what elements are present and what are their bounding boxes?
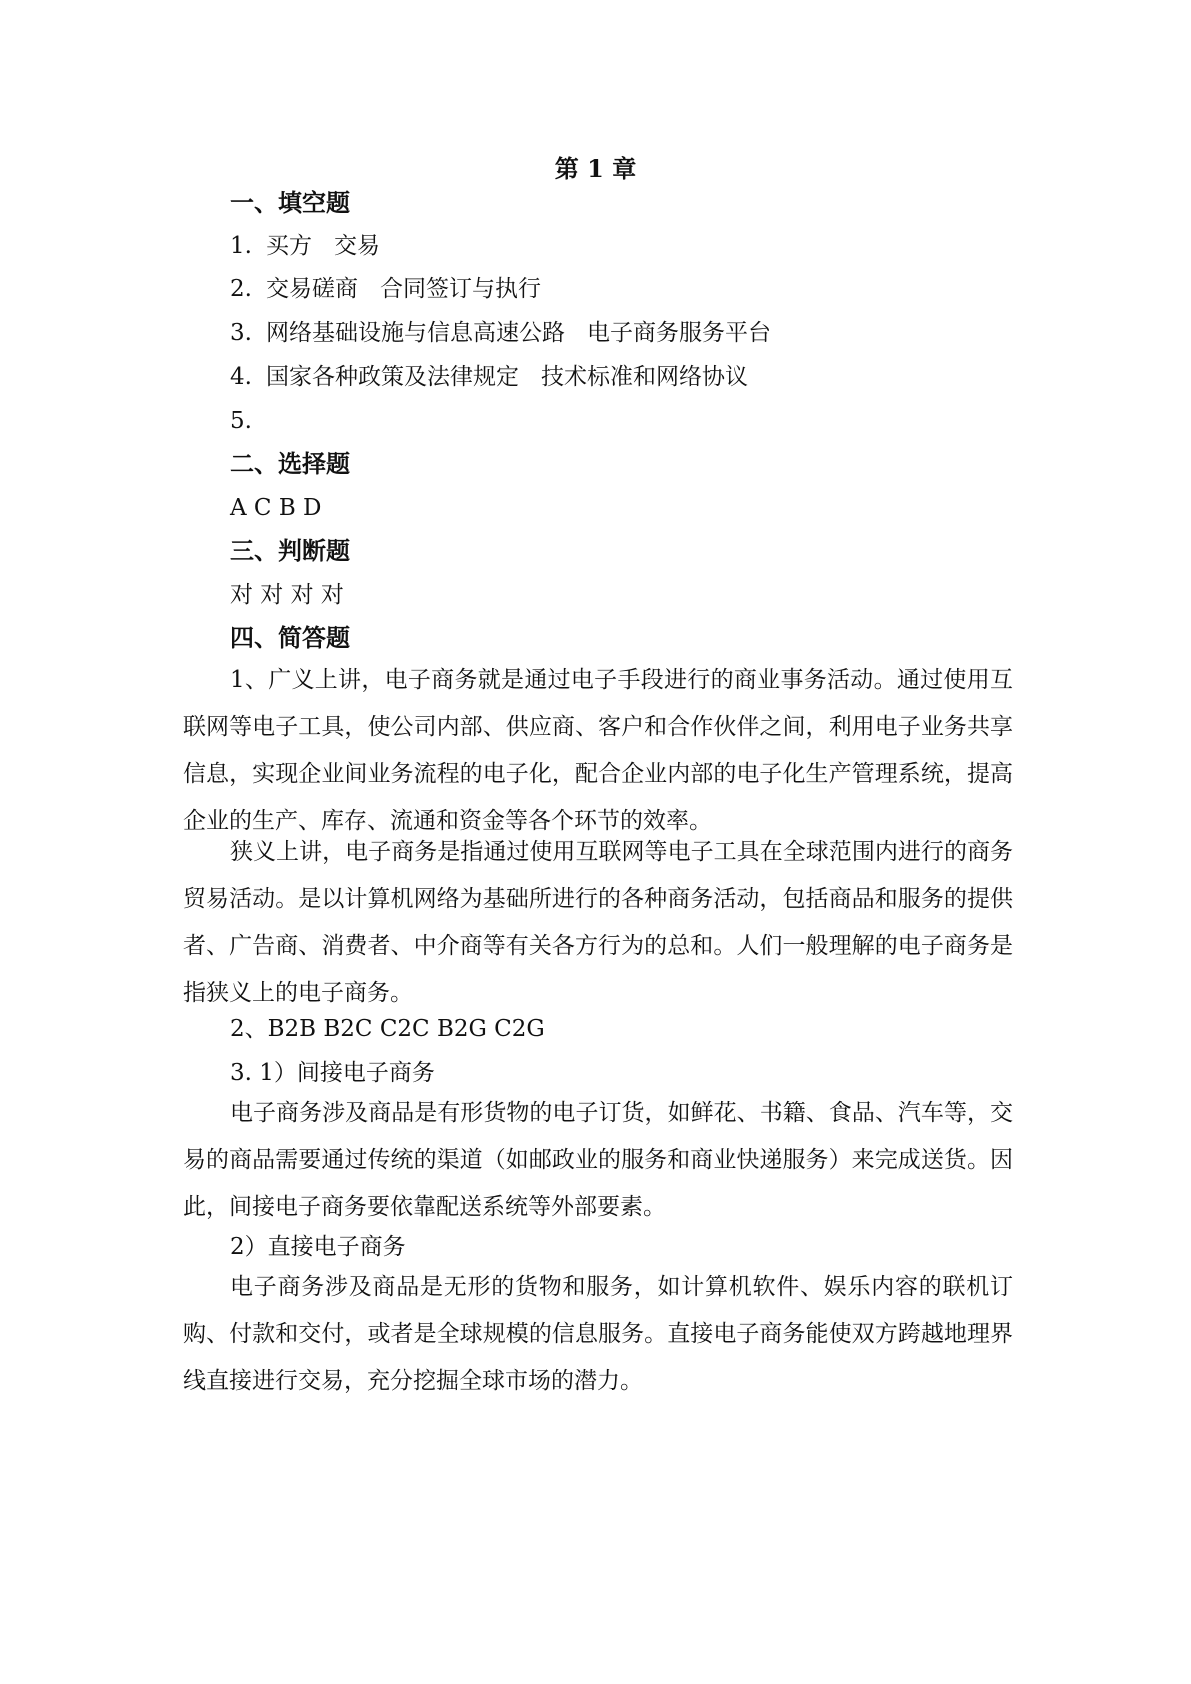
answer-a: 交易磋商 xyxy=(266,276,358,302)
item-number: 1. xyxy=(230,233,252,259)
answer-q2-types: 2、B2B B2C C2C B2G C2G xyxy=(230,1016,545,1042)
answer-paragraph-narrow-definition: 狭义上讲，电子商务是指通过使用互联网等电子工具在全球范围内进行的商务贸易活动。是以计算机网络为基础所进行的各种商务活动，包括商品和服务的提供者、广告商、消费者、中介商等有关各方行为的总和。人们一般理解的电子商务是指狭义上的电子商务。 xyxy=(183,839,1013,1006)
section-heading-fill-blank: 一、填空题 xyxy=(230,188,350,217)
answer-q3-direct-heading: 2）直接电子商务 xyxy=(230,1234,406,1260)
fill-blank-item-1 xyxy=(230,229,380,263)
answer-b: 电子商务服务平台 xyxy=(587,320,771,346)
true-false-answers: 对 对 对 对 xyxy=(230,582,344,608)
section-heading-true-false: 三、判断题 xyxy=(230,536,350,565)
fill-blank-item-5 xyxy=(230,404,266,438)
fill-blank-item-4 xyxy=(230,360,748,394)
answer-b: 合同签订与执行 xyxy=(380,276,541,302)
answer-paragraph-direct: 电子商务涉及商品是无形的货物和服务，如计算机软件、娱乐内容的联机订购、付款和交付，或者是全球规模的信息服务。直接电子商务能使双方跨越地理界线直接进行交易，充分挖掘全球市场的潜力。 xyxy=(183,1274,1013,1394)
fill-blank-item-3 xyxy=(230,316,771,350)
item-number: 5. xyxy=(230,408,252,434)
item-number: 2. xyxy=(230,276,252,302)
answer-a: 买方 xyxy=(266,233,312,259)
answer-paragraph-broad-definition: 1、广义上讲，电子商务就是通过电子手段进行的商业事务活动。通过使用互联网等电子工具，使公司内部、供应商、客户和合作伙伴之间，利用电子业务共享信息，实现企业间业务流程的电子化，配合企业内部的电子化生产管理系统，提高企业的生产、库存、流通和资金等各个环节的效率。 xyxy=(183,667,1013,834)
answer-a: 国家各种政策及法律规定 xyxy=(266,364,519,390)
multiple-choice-answers: A C B D xyxy=(230,495,322,521)
answer-paragraph-indirect: 电子商务涉及商品是有形货物的电子订货，如鲜花、书籍、食品、汽车等，交易的商品需要通过传统的渠道（如邮政业的服务和商业快递服务）来完成送货。因此，间接电子商务要依靠配送系统等外部要素。 xyxy=(183,1100,1013,1220)
fill-blank-item-2 xyxy=(230,272,541,306)
chapter-title: 第 1 章 xyxy=(554,154,637,183)
answer-b: 交易 xyxy=(334,233,380,259)
item-number: 4. xyxy=(230,364,252,390)
answer-a: 网络基础设施与信息高速公路 xyxy=(266,320,565,346)
section-heading-short-answer: 四、简答题 xyxy=(230,623,350,652)
item-number: 3. xyxy=(230,320,252,346)
section-heading-multiple-choice: 二、选择题 xyxy=(230,449,350,478)
answer-b: 技术标准和网络协议 xyxy=(541,364,748,390)
answer-q3-indirect-heading: 3. 1）间接电子商务 xyxy=(230,1060,435,1086)
